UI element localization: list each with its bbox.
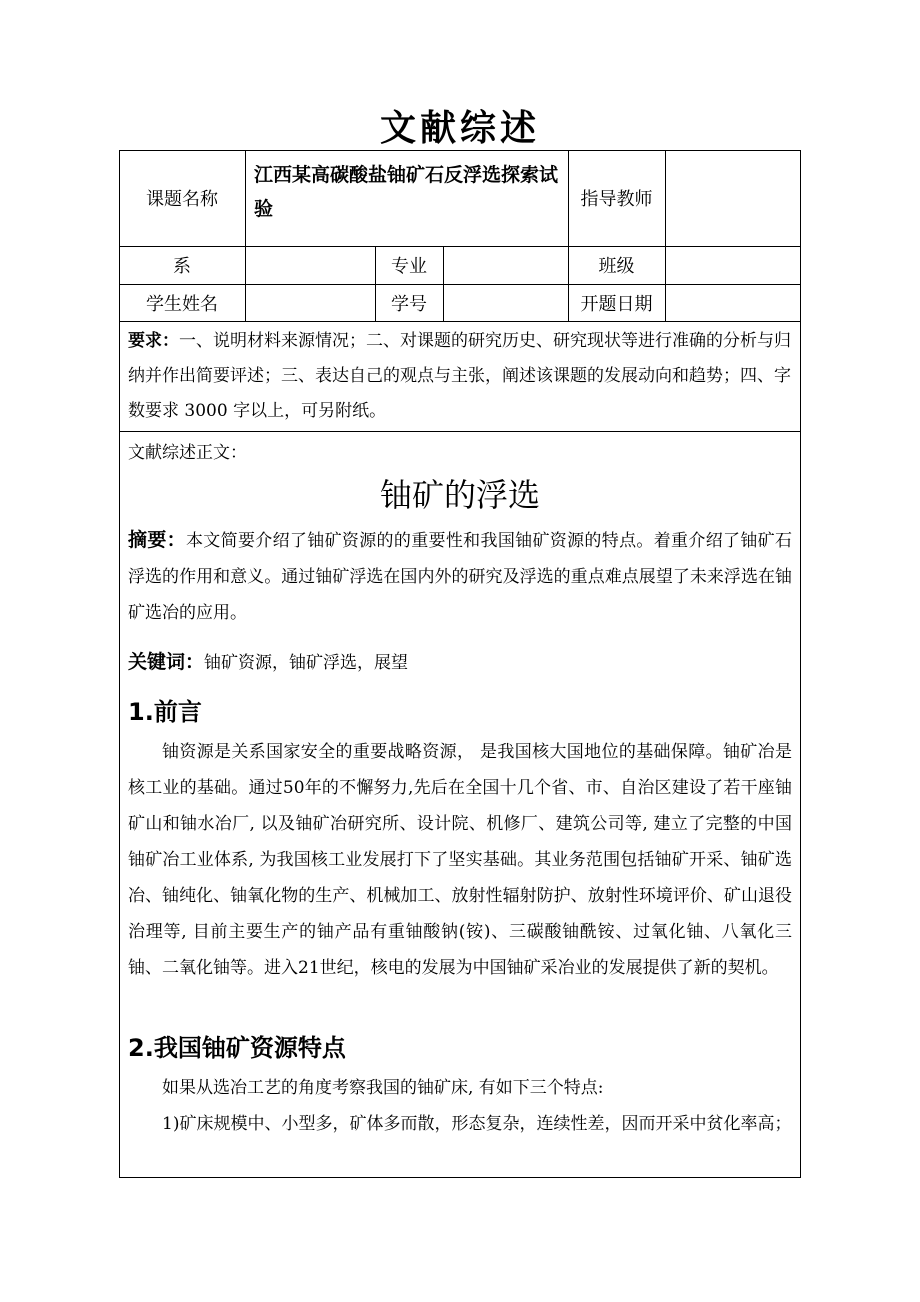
article-heading: 铀矿的浮选 — [379, 476, 540, 514]
student-id-label: 学号 — [391, 293, 427, 315]
abstract-label: 摘要： — [128, 529, 186, 551]
section-1-title: 1.前言 — [128, 698, 202, 726]
abstract — [128, 522, 792, 631]
department-label: 系 — [173, 256, 191, 277]
topic-label: 课题名称 — [146, 189, 218, 210]
table-rule — [119, 431, 801, 432]
requirements-text — [128, 324, 792, 429]
table-rule — [119, 321, 801, 322]
keywords-text: 铀矿资源，铀矿浮选，展望 — [204, 653, 409, 673]
requirements-label: 要求： — [128, 331, 179, 351]
keywords — [128, 644, 792, 681]
table-rule — [443, 246, 444, 321]
advisor-value — [665, 150, 801, 246]
topic-value: 江西某高碳酸盐铀矿石反浮选探索试验 — [254, 164, 559, 220]
student-name-label: 学生姓名 — [146, 293, 218, 315]
requirements-body: 一、说明材料来源情况；二、对课题的研究历史、研究现状等进行准确的分析与归纳并作出简要评述；三、表达自己的观点与主张，阐述该课题的发展动向和趋势；四、字数要求 3000 字以上，可另附纸。 — [128, 331, 791, 421]
advisor-label: 指导教师 — [580, 189, 653, 210]
section-1-text: 铀资源是关系国家安全的重要战略资源， 是我国核大国地位的基础保障。铀矿冶是核工业的基础。通过50年的不懈努力,先后在全国十几个省、市、自治区建设了若干座铀矿山和铀水冶厂, 以及铀矿冶研究所、设计院、机修厂、建筑公司等, 建立了完整的中国铀矿冶工业体系, 为我国核工业发展打下了坚实基础。其业务范围包括铀矿开采、铀矿选冶、铀纯化、铀氧化物的生产、机械加工、放射性辐射防护、放射性环境评价、矿山退役治理等, 目前主要生产的铀产品有重铀酸钠(铵)、三碳酸铀酰铵、过氧化铀、八氧化三铀、二氧化铀等。进入21世纪，核电的发展为中国铀矿采冶业的发展提供了新的契机。 — [128, 742, 792, 978]
section-2-title: 2.我国铀矿资源特点 — [128, 1034, 346, 1062]
table-rule — [245, 150, 246, 321]
abstract-text: 本文简要介绍了铀矿资源的的重要性和我国铀矿资源的特点。着重介绍了铀矿石浮选的作用和意义。通过铀矿浮选在国内外的研究及浮选的重点难点展望了未来浮选在铀矿选冶的应用。 — [128, 531, 792, 623]
major-label: 专业 — [391, 256, 427, 277]
body-label: 文献综述正文： — [128, 443, 247, 463]
proposal-date-label: 开题日期 — [580, 293, 653, 315]
keywords-label: 关键词： — [128, 651, 205, 673]
section-2-item-1: 1)矿床规模中、小型多，矿体多而散，形态复杂，连续性差，因而开采中贫化率高； — [162, 1114, 792, 1134]
section-2-intro: 如果从选冶工艺的角度考察我国的铀矿床, 有如下三个特点: — [162, 1078, 604, 1098]
class-label: 班级 — [598, 256, 635, 277]
document-title: 文献综述 — [379, 107, 540, 149]
